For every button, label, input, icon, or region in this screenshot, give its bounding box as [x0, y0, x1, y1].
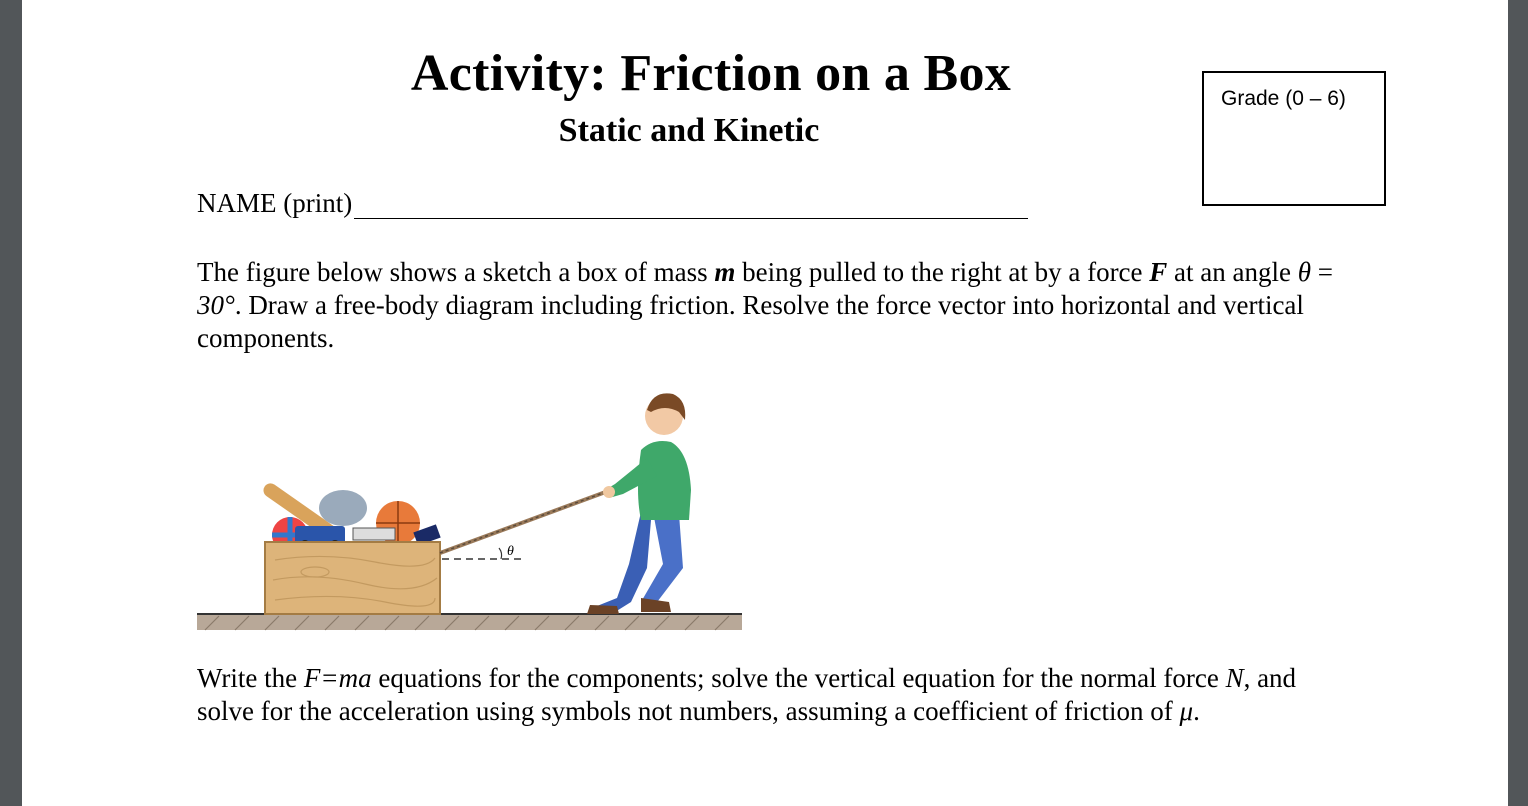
force-symbol: F [1149, 257, 1168, 287]
mass-symbol: m [714, 257, 736, 287]
p2-text: Write the [197, 663, 304, 693]
mu-symbol: μ [1179, 696, 1194, 726]
instructions-paragraph-1 [197, 256, 1337, 355]
toy-elephant [319, 490, 367, 526]
p2-text: , and solve for the acceleration using symbols not numbers, assuming a coefficient of friction of [197, 663, 1297, 726]
angle-label: θ [507, 544, 514, 559]
toy-tools [353, 528, 395, 540]
person-hand [603, 486, 615, 498]
theta-symbol: θ [1297, 257, 1312, 287]
p1-text: = [1311, 257, 1333, 287]
grade-box [1202, 71, 1386, 206]
page-subtitle: Static and Kinetic [558, 112, 820, 149]
p1-text: The figure below shows a sketch a box of mass [197, 257, 715, 287]
angle-arc [499, 548, 502, 559]
p1-text: being pulled to the right at by a force [735, 257, 1150, 287]
box-pull-illustration [195, 380, 770, 640]
name-label: NAME (print) [197, 188, 353, 218]
page-title: Activity: Friction on a Box [410, 45, 1012, 102]
name-blank-line [354, 188, 1028, 219]
instructions-paragraph-2 [197, 662, 1337, 728]
grade-label: Grade (0 – 6) [1221, 87, 1346, 110]
p1-text: . Draw a free-body diagram including friction. Resolve the force vector into horizontal and vertical components. [197, 290, 1304, 353]
shoe [587, 605, 619, 614]
p2-text: equations for the components; solve the vertical equation for the normal force [371, 663, 1226, 693]
p1-text: at an angle [1167, 257, 1298, 287]
angle-value: 30° [197, 290, 235, 320]
name-field [197, 188, 1028, 219]
document-page [22, 0, 1508, 806]
fma-equation: F=ma [303, 663, 372, 693]
p2-text: . [1193, 696, 1200, 726]
normal-force-symbol: N [1225, 663, 1244, 693]
person [587, 393, 691, 614]
